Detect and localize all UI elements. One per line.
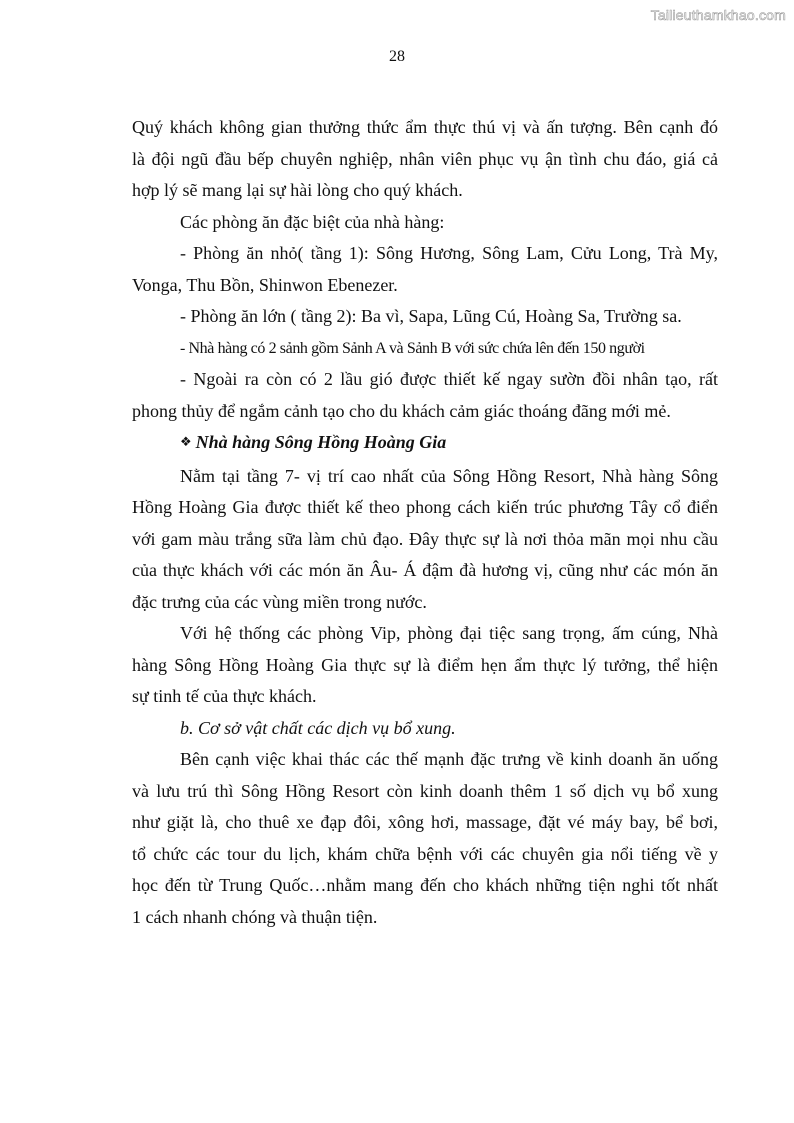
list-item-line: - Ngoài ra còn có 2 lầu gió được thiết kế ngay sườn đồi nhân tạo, rất: [180, 369, 718, 389]
section-heading-text: Nhà hàng Sông Hồng Hoàng Gia: [195, 432, 447, 452]
list-item-line: - Nhà hàng có 2 sảnh gồm Sảnh A và Sảnh B với sức chứa lên đến 150 người: [180, 339, 645, 357]
list-item-line: Vonga, Thu Bồn, Shinwon Ebenezer.: [132, 274, 398, 295]
watermark: Tailieuthamkhao.com: [650, 7, 786, 23]
paragraph-line: Bên cạnh việc khai thác các thế mạnh đặc trưng về kinh doanh ăn uống: [180, 749, 718, 769]
paragraph-line: tổ chức các tour du lịch, khám chữa bệnh với các chuyên gia nổi tiếng về y: [132, 843, 718, 864]
list-item-line: - Phòng ăn lớn ( tầng 2): Ba vì, Sapa, Lũng Cú, Hoàng Sa, Trường sa.: [180, 306, 682, 326]
paragraph-line: Hồng Hoàng Gia được thiết kế theo phong cách kiến trúc phương Tây cổ điển: [132, 497, 718, 517]
list-item-line: - Phòng ăn nhỏ( tầng 1): Sông Hương, Sông Lam, Cửu Long, Trà My,: [180, 243, 718, 263]
paragraph-line: và lưu trú thì Sông Hồng Resort còn kinh doanh thêm 1 số dịch vụ bổ xung: [132, 780, 718, 801]
page-number: 28: [389, 48, 405, 65]
paragraph-line: hàng Sông Hồng Hoàng Gia thực sự là điểm hẹn ẩm thực lý tưởng, thể hiện: [132, 654, 718, 675]
paragraph-line: của thực khách với các món ăn Âu- Á đậm đà hương vị, cũng như các món ăn: [132, 560, 718, 580]
subsection-heading: b. Cơ sở vật chất các dịch vụ bổ xung.: [180, 717, 456, 738]
diamond-bullet-icon: ❖: [180, 435, 192, 450]
section-heading: [132, 427, 718, 461]
paragraph-line: hợp lý sẽ mang lại sự hài lòng cho quý khách.: [132, 180, 463, 200]
paragraph-line: là đội ngũ đầu bếp chuyên nghiệp, nhân viên phục vụ ận tình chu đáo, giá cả: [132, 148, 718, 169]
document-body: [132, 112, 718, 933]
paragraph-line: như giặt là, cho thuê xe đạp đôi, xông hơi, massage, đặt vé máy bay, bể bơi,: [132, 812, 718, 832]
paragraph-line: Quý khách không gian thưởng thức ẩm thực thú vị và ấn tượng. Bên cạnh đó: [132, 117, 718, 137]
paragraph-line: sự tinh tế của thực khách.: [132, 686, 317, 706]
list-item-line: phong thủy để ngắm cảnh tạo cho du khách cảm giác thoáng đãng mới mẻ.: [132, 400, 671, 421]
paragraph-line: với gam màu trắng sữa làm chủ đạo. Đây thực sự là nơi thỏa mãn mọi nhu cầu: [132, 528, 718, 549]
paragraph-line: đặc trưng của các vùng miền trong nước.: [132, 591, 427, 612]
paragraph-line: Với hệ thống các phòng Vip, phòng đại tiệc sang trọng, ấm cúng, Nhà: [180, 623, 718, 643]
paragraph-line: Nằm tại tầng 7- vị trí cao nhất của Sông Hồng Resort, Nhà hàng Sông: [180, 465, 718, 486]
paragraph-line: 1 cách nhanh chóng và thuận tiện.: [132, 906, 378, 927]
paragraph-line: học đến từ Trung Quốc…nhằm mang đến cho khách những tiện nghi tốt nhất: [132, 875, 718, 895]
paragraph-line: Các phòng ăn đặc biệt của nhà hàng:: [180, 211, 445, 232]
